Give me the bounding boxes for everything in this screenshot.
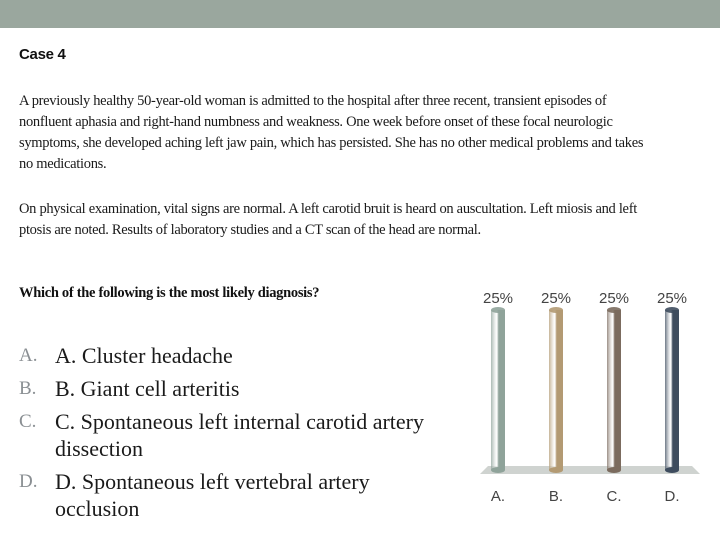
category-label: D. xyxy=(664,488,680,505)
answer-marker: C. xyxy=(19,411,37,432)
paragraph-text: A previously healthy 50-year-old woman is admitted to the hospital after three recent, transient episodes of nonfluent aphasia and right-hand numbness and weakness. One week before onset of these focal neurologic symptoms, she developed aching left jaw pain, which has persisted. She has no other medical problems and takes no medications. xyxy=(19,93,644,172)
bar-cap xyxy=(607,307,621,313)
paragraph-text: On physical examination, vital signs are normal. A left carotid bruit is heard on auscultation. Left miosis and left ptosis are noted. Results of laboratory studies and a CT scan of the head are normal. xyxy=(19,201,637,238)
bar-base xyxy=(665,467,679,473)
answer-option-b[interactable] xyxy=(19,375,459,402)
category-label: B. xyxy=(548,488,564,505)
case-paragraph-history xyxy=(19,91,659,175)
category-label: A. xyxy=(490,488,506,505)
category-label: C. xyxy=(606,488,622,505)
answer-marker: A. xyxy=(19,345,38,366)
response-bar-chart xyxy=(470,282,710,512)
bar-d xyxy=(665,310,679,470)
bar-base xyxy=(607,467,621,473)
bar-base xyxy=(549,467,563,473)
question-text: Which of the following is the most likely diagnosis? xyxy=(19,285,320,301)
data-label: 25% xyxy=(656,290,688,307)
bar-cap xyxy=(491,307,505,313)
answer-text: D. Spontaneous left vertebral artery occlusion xyxy=(55,469,370,521)
data-label: 25% xyxy=(482,290,514,307)
bar-base xyxy=(491,467,505,473)
bar-b xyxy=(549,310,563,470)
bar-cap xyxy=(665,307,679,313)
data-label: 25% xyxy=(540,290,572,307)
case-title: Case 4 xyxy=(19,46,66,63)
answer-option-a[interactable] xyxy=(19,342,459,369)
answer-text: A. Cluster headache xyxy=(55,343,233,368)
answer-marker: B. xyxy=(19,378,37,399)
answer-text: B. Giant cell arteritis xyxy=(55,376,240,401)
header-bar xyxy=(0,0,720,28)
data-label: 25% xyxy=(598,290,630,307)
bar-cap xyxy=(549,307,563,313)
answer-list xyxy=(19,342,459,528)
answer-option-c[interactable] xyxy=(19,408,459,462)
answer-text: C. Spontaneous left internal carotid artery dissection xyxy=(55,409,424,461)
answer-marker: D. xyxy=(19,471,38,492)
answer-option-d[interactable] xyxy=(19,468,459,522)
bar-c xyxy=(607,310,621,470)
case-paragraph-exam xyxy=(19,199,659,241)
bar-a xyxy=(491,310,505,470)
